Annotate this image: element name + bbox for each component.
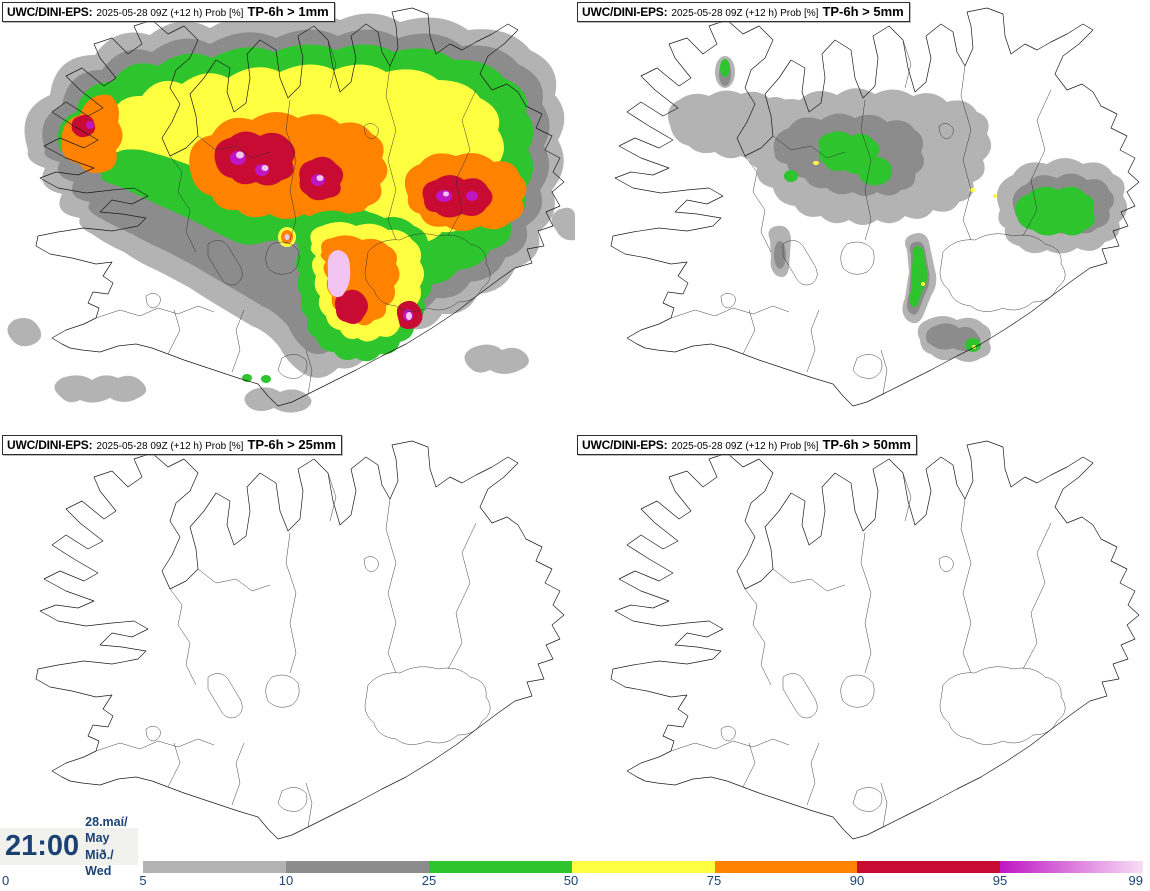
iceland-map-1mm (0, 0, 575, 433)
legend-segment-75-90 (715, 861, 858, 873)
model-label: UWC/DINI-EPS: (7, 438, 93, 452)
legend-segment-95-99 (1000, 861, 1143, 873)
valid-date (85, 814, 138, 879)
date-line: 28.maí/ May (85, 815, 128, 846)
legend-tick-75: 75 (706, 873, 722, 888)
map-panel-prob-5mm (575, 0, 1150, 433)
iceland-coastline (611, 441, 1139, 839)
valid-time: 21:00 (5, 830, 80, 862)
model-label: UWC/DINI-EPS: (582, 5, 668, 19)
probability-colorbar (0, 861, 1143, 873)
iceland-coastline (36, 441, 564, 839)
legend-tick-95: 95 (992, 873, 1008, 888)
iceland-map-25mm (0, 433, 575, 866)
iceland-map-50mm (575, 433, 1150, 866)
legend-segment-25-50 (429, 861, 572, 873)
legend-segment-5-10 (143, 861, 286, 873)
map-panel-prob-1mm (0, 0, 575, 433)
legend-tick-0: 0 (2, 873, 10, 888)
day-line: Mið./ Wed (85, 847, 114, 878)
threshold-label: TP-6h > 1mm (247, 4, 329, 19)
valid-time-box (0, 815, 138, 878)
legend-tick-90: 90 (849, 873, 865, 888)
panel-title-25mm (2, 435, 342, 455)
threshold-label: TP-6h > 5mm (822, 4, 904, 19)
probability-field-1mm (7, 13, 575, 412)
threshold-label: TP-6h > 25mm (247, 437, 336, 452)
threshold-label: TP-6h > 50mm (822, 437, 911, 452)
legend-tick-99: 99 (1128, 873, 1143, 888)
map-panel-prob-25mm (0, 433, 575, 866)
model-label: UWC/DINI-EPS: (7, 5, 93, 19)
map-panel-prob-50mm (575, 433, 1150, 866)
legend-tick-25: 25 (421, 873, 437, 888)
panel-title-5mm (577, 2, 910, 22)
run-info: 2025-05-28 09Z (+12 h) Prob [%] (96, 8, 244, 19)
iceland-map-5mm (575, 0, 1150, 433)
legend-segment-10-25 (286, 861, 429, 873)
legend-tick-50: 50 (563, 873, 579, 888)
legend-segment-90-95 (857, 861, 1000, 873)
legend-tick-5: 5 (139, 873, 147, 888)
legend-segment-50-75 (572, 861, 715, 873)
probability-field-5mm (668, 56, 1127, 362)
model-label: UWC/DINI-EPS: (582, 438, 668, 452)
panel-title-50mm (577, 435, 917, 455)
run-info: 2025-05-28 09Z (+12 h) Prob [%] (96, 441, 244, 452)
run-info: 2025-05-28 09Z (+12 h) Prob [%] (671, 441, 819, 452)
legend-tick-10: 10 (278, 873, 294, 888)
run-info: 2025-05-28 09Z (+12 h) Prob [%] (671, 8, 819, 19)
panel-title-1mm (2, 2, 335, 22)
